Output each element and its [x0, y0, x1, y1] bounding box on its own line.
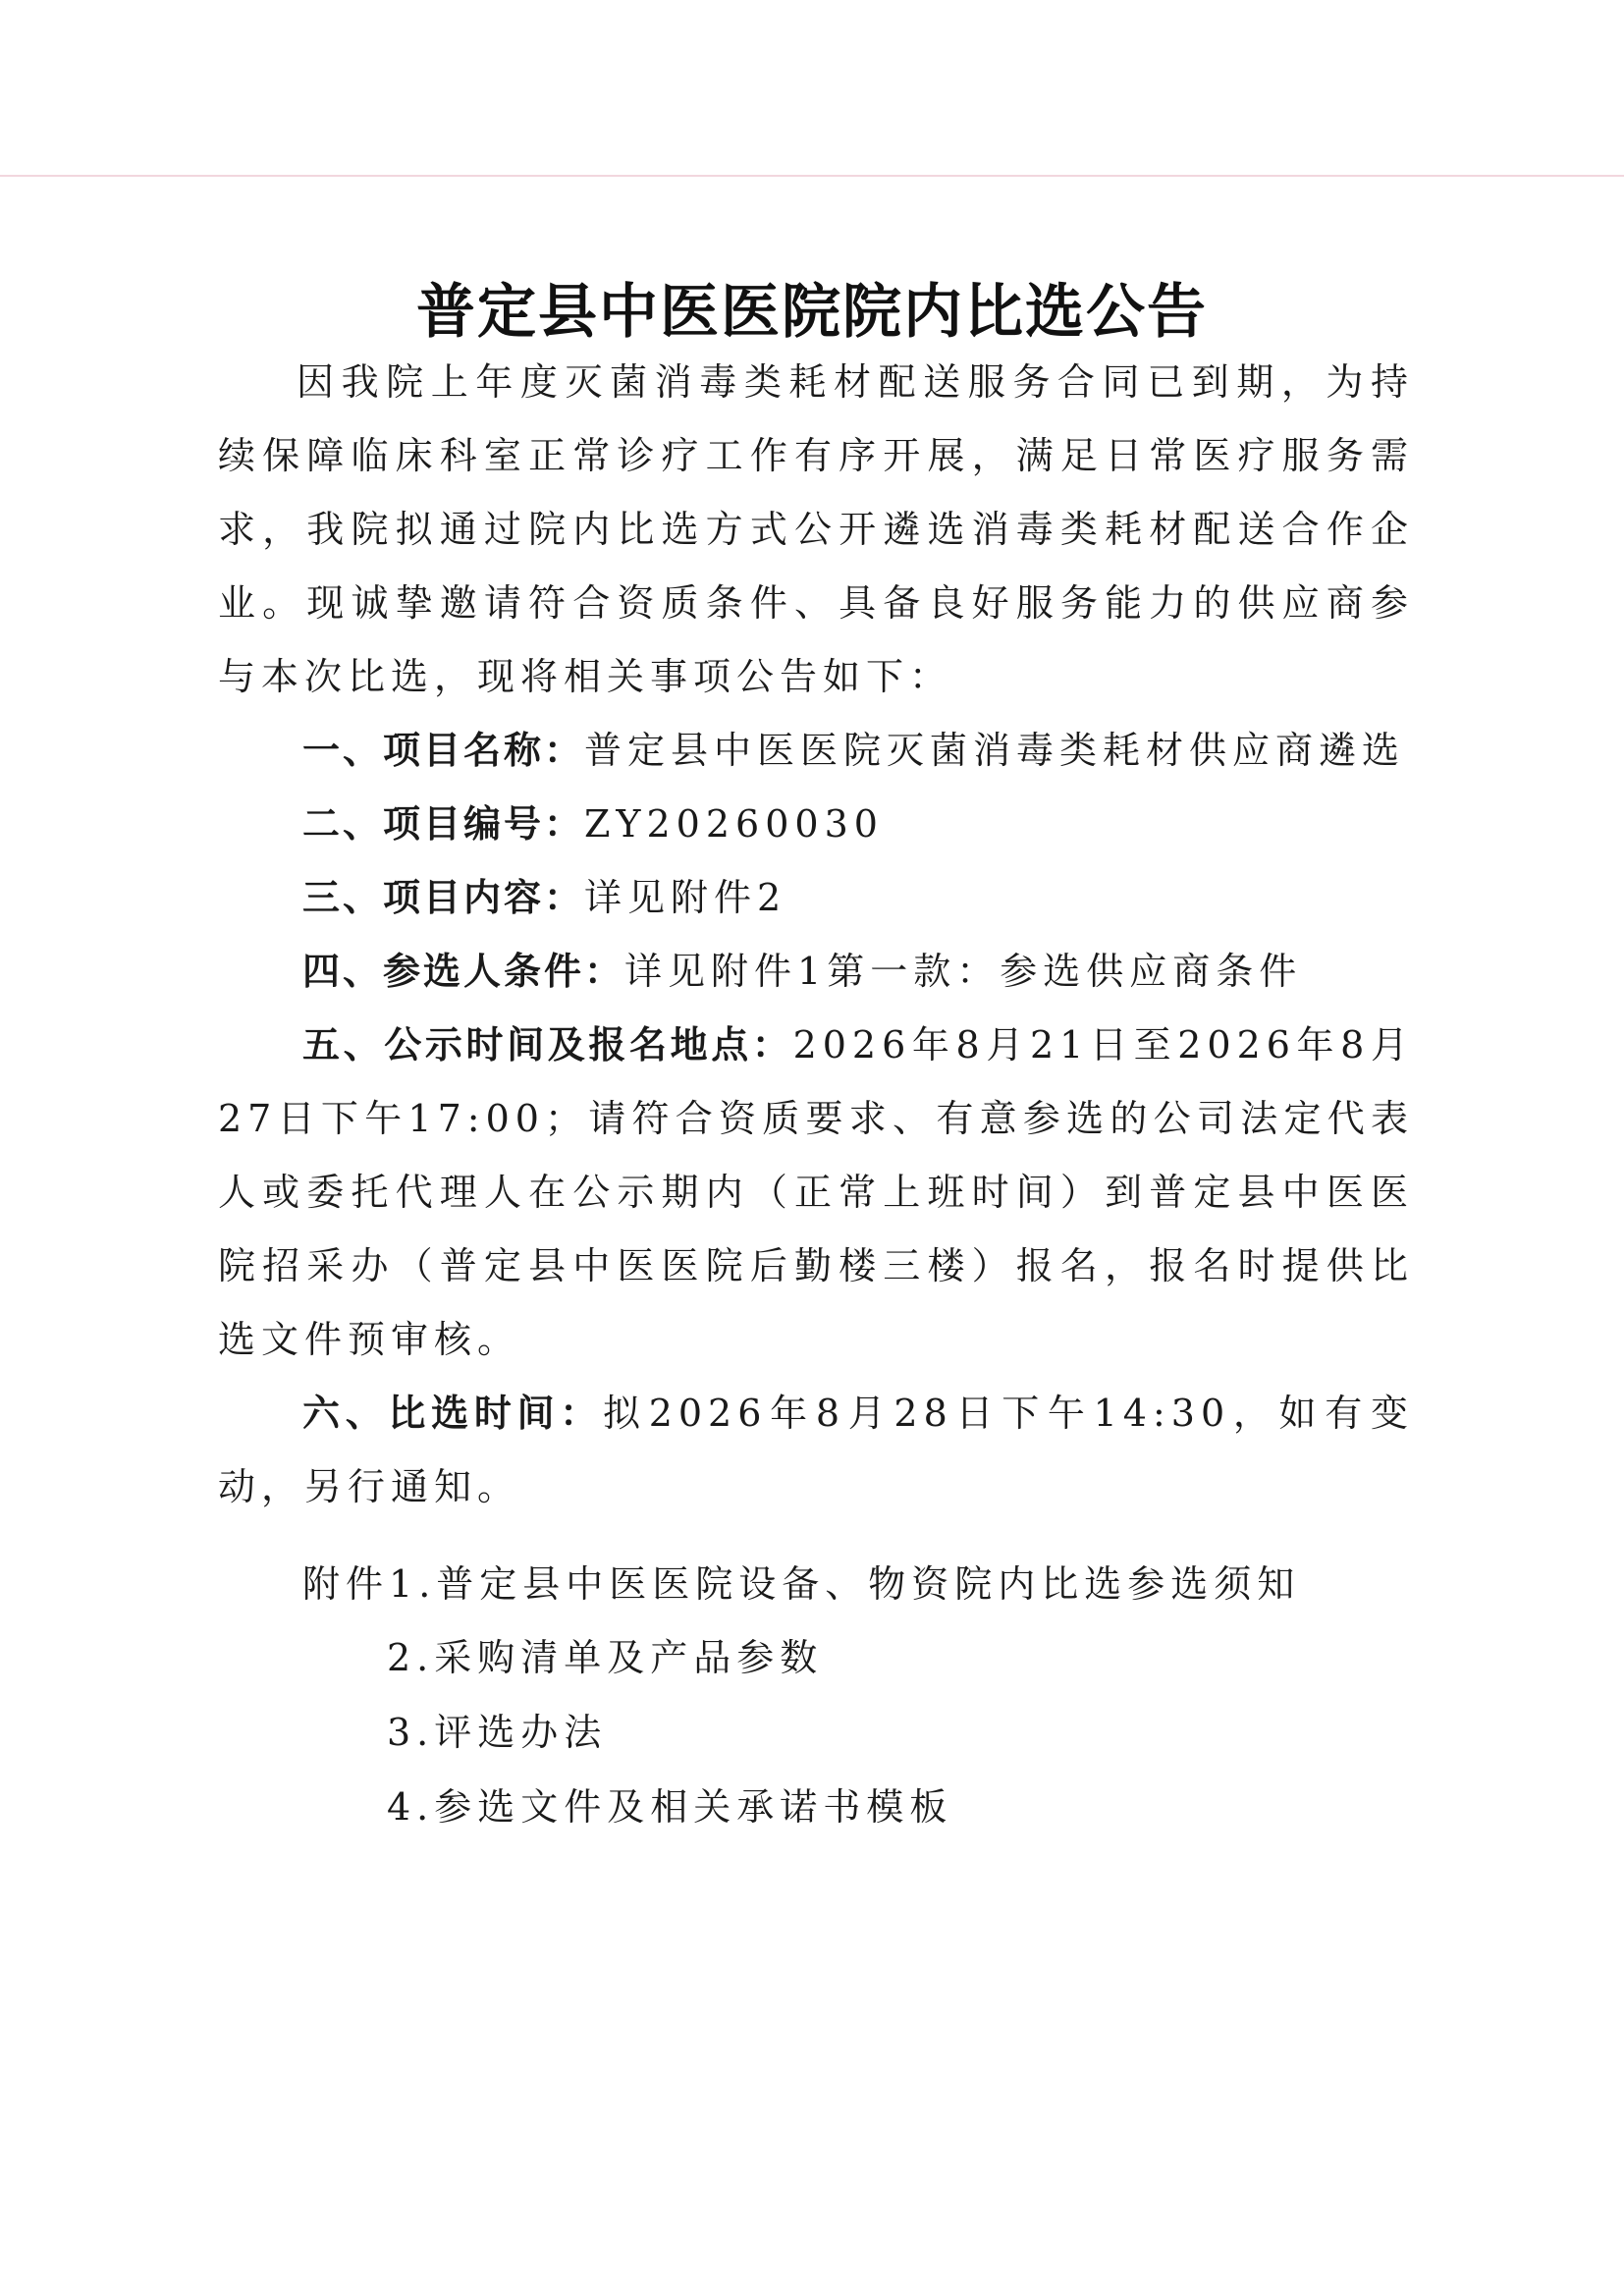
section-bidder-conditions	[218, 935, 1414, 1009]
section-label: 五、公示时间及报名地点：	[302, 1023, 793, 1066]
section-label: 一、项目名称：	[302, 729, 585, 772]
section-text: ZY20260030	[584, 802, 884, 846]
attachment-item: 1.普定县中医医院设备、物资院内比选参选须知	[389, 1562, 1301, 1606]
intro-paragraph: 因我院上年度灭菌消毒类耗材配送服务合同已到期，为持续保障临床科室正常诊疗工作有序开展，满足日常医疗服务需求，我院拟通过院内比选方式公开遴选消毒类耗材配送合作企业。现诚挚邀请符合资质条件、具备良好服务能力的供应商参与本次比选，现将相关事项公告如下：	[218, 360, 1414, 698]
section-project-content	[218, 861, 1414, 935]
attachment-list-first	[302, 1559, 1300, 1609]
section-selection-time	[218, 1377, 1414, 1524]
section-label: 六、比选时间：	[302, 1392, 603, 1435]
attachment-lead: 附件	[302, 1562, 390, 1606]
section-publicity-registration	[218, 1009, 1414, 1377]
announcement-body	[218, 346, 1414, 1524]
attachment-item: 2.采购清单及产品参数	[387, 1636, 824, 1679]
section-project-name	[218, 714, 1414, 788]
section-text: 2026年8月21日至2026年8月27日下午17:00；请符合资质要求、有意参选的公司法定代表人或委托代理人在公示期内（正常上班时间）到普定县中医医院招采办（普定县中医医院后勤楼三楼）报名，报名时提供比选文件预审核。	[218, 1023, 1414, 1361]
section-label: 二、项目编号：	[302, 802, 585, 846]
section-label: 三、项目内容：	[302, 876, 585, 919]
section-text: 详见附件1第一款：参选供应商条件	[624, 950, 1303, 993]
document-title: 普定县中医医院院内比选公告	[416, 278, 1208, 347]
section-label: 四、参选人条件：	[302, 950, 625, 993]
section-project-number	[218, 788, 1414, 861]
attachment-item: 4.参选文件及相关承诺书模板	[387, 1785, 953, 1829]
section-text: 详见附件2	[584, 876, 787, 919]
section-text: 拟2026年8月28日下午14:30，如有变动，另行通知。	[218, 1392, 1414, 1508]
header-rule	[0, 175, 1624, 177]
section-text: 普定县中医医院灭菌消毒类耗材供应商遴选	[584, 729, 1406, 772]
attachment-item: 3.评选办法	[387, 1711, 608, 1754]
